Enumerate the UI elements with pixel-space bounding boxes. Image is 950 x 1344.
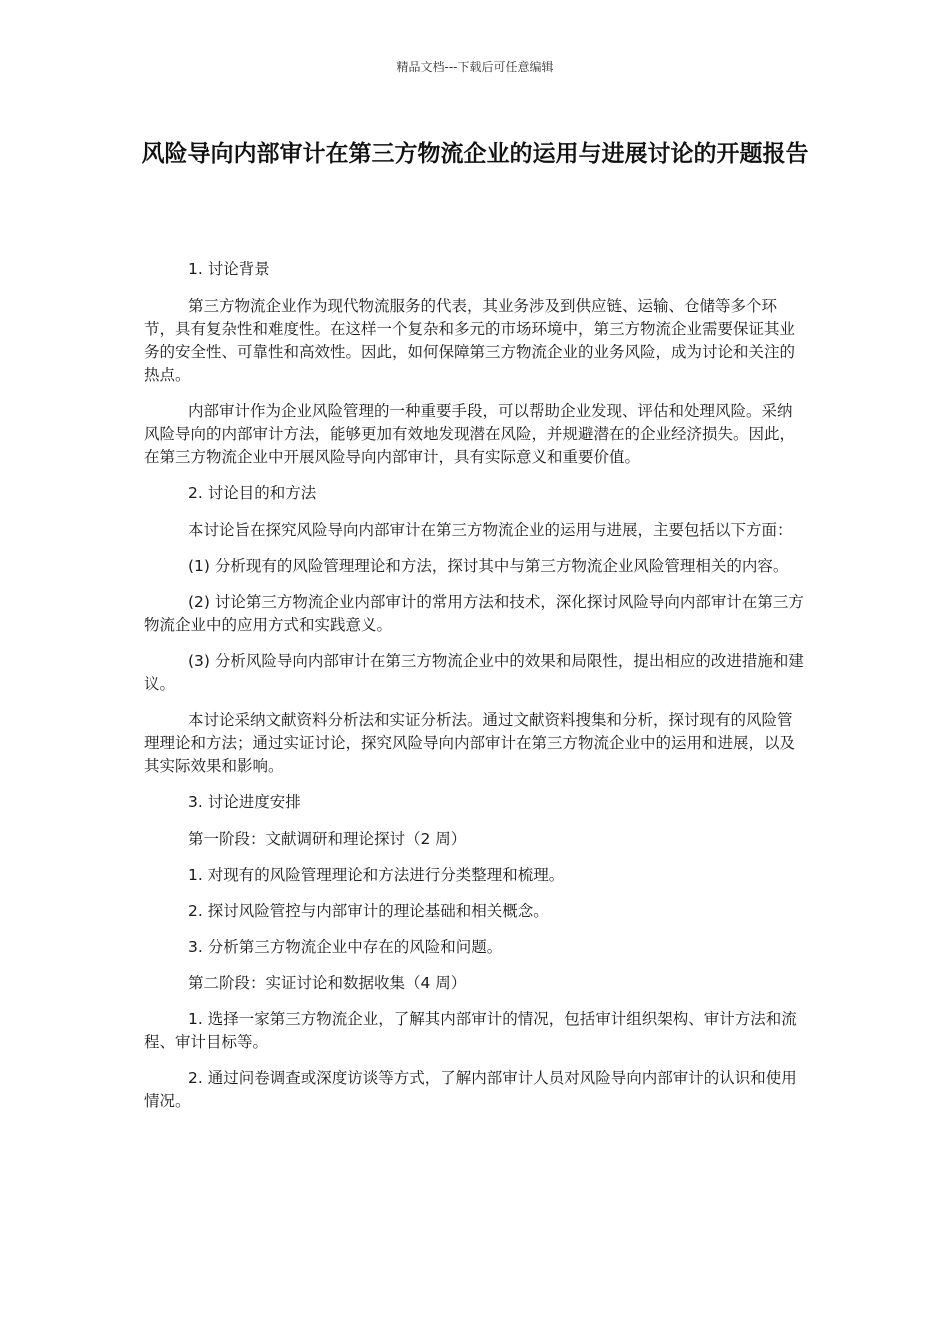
- paragraph: 本讨论采纳文献资料分析法和实证分析法。通过文献资料搜集和分析，探讨现有的风险管理理论和方法；通过实证讨论，探究风险导向内部审计在第三方物流企业中的运用和进展，以及其实际效果和影响。: [144, 711, 796, 775]
- list-item: (3) 分析风险导向内部审计在第三方物流企业中的效果和局限性，提出相应的改进措施和建议。: [144, 652, 804, 693]
- list-item: 3. 分析第三方物流企业中存在的风险和问题。: [188, 938, 503, 956]
- document-title: 风险导向内部审计在第三方物流企业的运用与进展讨论的开题报告: [141, 141, 809, 167]
- list-item: 1. 选择一家第三方物流企业，了解其内部审计的情况，包括审计组织架构、审计方法和流程、审计目标等。: [144, 1010, 797, 1051]
- phase-heading: 第二阶段：实证讨论和数据收集（4 周）: [188, 974, 467, 992]
- section-heading-objectives: 2. 讨论目的和方法: [188, 484, 317, 502]
- list-item: (2) 讨论第三方物流企业内部审计的常用方法和技术，深化探讨风险导向内部审计在第三方物流企业中的应用方式和实践意义。: [144, 593, 804, 634]
- list-item: 2. 通过问卷调查或深度访谈等方式，了解内部审计人员对风险导向内部审计的认识和使用情况。: [144, 1069, 797, 1110]
- paragraph: 内部审计作为企业风险管理的一种重要手段，可以帮助企业发现、评估和处理风险。采纳风险导向的内部审计方法，能够更加有效地发现潜在风险，并规避潜在的企业经济损失。因此，在第三方物流企业中开展风险导向内部审计，具有实际意义和重要价值。: [144, 402, 796, 466]
- phase-heading: 第一阶段：文献调研和理论探讨（2 周）: [188, 830, 467, 848]
- list-item: 1. 对现有的风险管理理论和方法进行分类整理和梳理。: [188, 866, 565, 884]
- paragraph: 本讨论旨在探究风险导向内部审计在第三方物流企业的运用与进展，主要包括以下方面：: [188, 521, 793, 539]
- document-body: [144, 258, 806, 1126]
- page-header: 精品文档---下载后可任意编辑: [396, 60, 554, 74]
- list-item: (1) 分析现有的风险管理理论和方法，探讨其中与第三方物流企业风险管理相关的内容。: [188, 557, 789, 575]
- list-item: 2. 探讨风险管控与内部审计的理论基础和相关概念。: [188, 902, 549, 920]
- section-heading-background: 1. 讨论背景: [188, 260, 270, 278]
- paragraph: 第三方物流企业作为现代物流服务的代表，其业务涉及到供应链、运输、仓储等多个环节，具有复杂性和难度性。在这样一个复杂和多元的市场环境中，第三方物流企业需要保证其业务的安全性、可靠性和高效性。因此，如何保障第三方物流企业的业务风险，成为讨论和关注的热点。: [144, 297, 796, 384]
- section-heading-schedule: 3. 讨论进度安排: [188, 793, 301, 811]
